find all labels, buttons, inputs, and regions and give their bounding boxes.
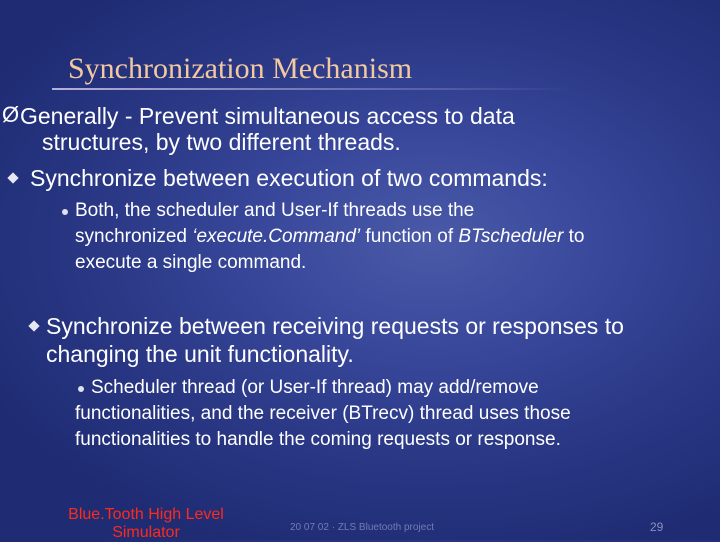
sub-bullet-2-line-3: functionalities to handle the coming requests or response. bbox=[75, 429, 561, 450]
diamond-bullet-icon bbox=[7, 172, 18, 183]
footer-date-info: 20 07 02 · ZLS Bluetooth project bbox=[290, 522, 434, 533]
sub-bullet-2-line-1: Scheduler thread (or User-If thread) may add/remove bbox=[91, 377, 539, 398]
sub-bullet-2-line-2: functionalities, and the receiver (BTrecv) thread uses those bbox=[75, 403, 571, 424]
dot-bullet-icon bbox=[78, 386, 84, 392]
footer-project-line-1: Blue.Tooth High Level bbox=[68, 506, 224, 523]
sub-bullet-1-line-3: execute a single command. bbox=[75, 252, 307, 273]
footer-page-number: 29 bbox=[650, 520, 664, 534]
sub-bullet-1-italic-class: BTscheduler bbox=[458, 226, 564, 247]
sub-bullet-1-line-2 bbox=[75, 226, 584, 248]
sub-bullet-1-text-c: to bbox=[563, 226, 585, 247]
footer-project-name bbox=[46, 506, 246, 542]
arrow-bullet-icon: Ø bbox=[2, 102, 20, 127]
sub-bullet-1-text-a: synchronized bbox=[75, 226, 193, 247]
bullet-3-line-1: Synchronize between receiving requests or responses to bbox=[46, 313, 624, 339]
diamond-bullet-icon bbox=[28, 320, 39, 331]
sub-bullet-1-italic-function: ‘execute.Command’ bbox=[192, 226, 361, 247]
sub-bullet-1-text-b: function of bbox=[360, 226, 459, 247]
footer-project-line-2: Simulator bbox=[112, 524, 180, 541]
slide-title: Synchronization Mechanism bbox=[68, 52, 413, 85]
dot-bullet-icon bbox=[62, 209, 68, 215]
bullet-3-line-2: changing the unit functionality. bbox=[46, 341, 354, 367]
title-underline bbox=[52, 88, 572, 90]
sub-bullet-1-line-1: Both, the scheduler and User-If threads use the bbox=[75, 200, 475, 221]
bullet-2-line-1: Synchronize between execution of two commands: bbox=[30, 165, 548, 191]
bullet-1-line-1: Generally - Prevent simultaneous access to data bbox=[20, 103, 515, 129]
bullet-1-line-2: structures, by two different threads. bbox=[42, 129, 401, 155]
